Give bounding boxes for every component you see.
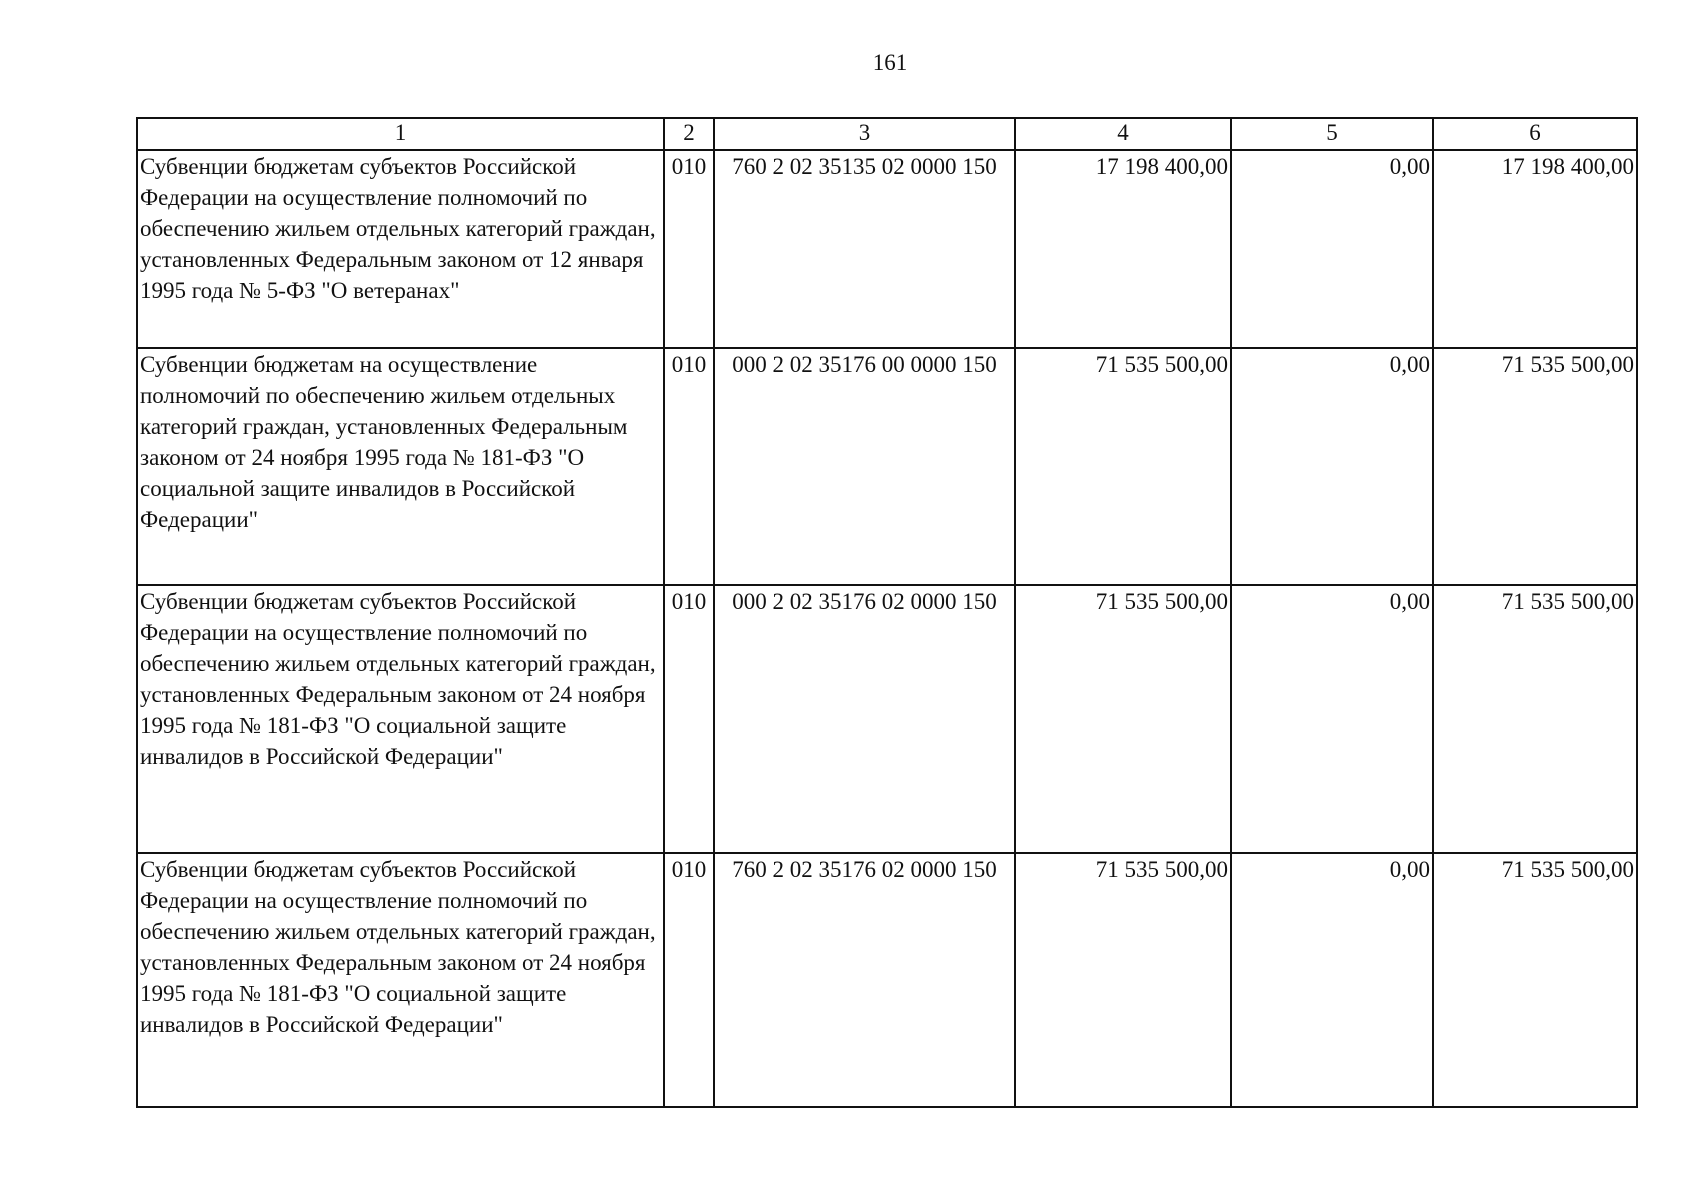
row-name-cell: Субвенции бюджетам на осуществление полномочий по обеспечению жильем отдельных категорий граждан, установленных Федеральным законом от 24 ноября 1995 года № 181-ФЗ "О социальной защите инвалидов в Российской Федерации" (137, 348, 664, 585)
row-column-6-amount: 71 535 500,00 (1433, 853, 1637, 1107)
row-column-4-amount: 71 535 500,00 (1015, 585, 1231, 853)
budget-table (136, 117, 1638, 1108)
page-number: 161 (872, 50, 908, 75)
column-header-2: 2 (664, 118, 714, 150)
column-header-3: 3 (714, 118, 1015, 150)
row-classification-code-cell: 760 2 02 35135 02 0000 150 (714, 150, 1015, 348)
row-column-5-amount: 0,00 (1231, 348, 1433, 585)
row-classification-code-cell: 000 2 02 35176 00 0000 150 (714, 348, 1015, 585)
row-column-4-amount: 71 535 500,00 (1015, 348, 1231, 585)
row-code-cell: 010 (664, 585, 714, 853)
table-header (137, 118, 1637, 150)
row-column-4-amount: 71 535 500,00 (1015, 853, 1231, 1107)
row-column-6-amount: 71 535 500,00 (1433, 348, 1637, 585)
column-header-4: 4 (1015, 118, 1231, 150)
row-column-6-amount: 17 198 400,00 (1433, 150, 1637, 348)
column-header-1: 1 (137, 118, 664, 150)
row-column-5-amount: 0,00 (1231, 853, 1433, 1107)
row-code-cell: 010 (664, 150, 714, 348)
row-classification-code-cell: 000 2 02 35176 02 0000 150 (714, 585, 1015, 853)
header-row (137, 118, 1637, 150)
row-column-5-amount: 0,00 (1231, 585, 1433, 853)
table-body (137, 150, 1637, 1107)
column-header-6: 6 (1433, 118, 1637, 150)
table-row (137, 853, 1637, 1107)
table-row (137, 348, 1637, 585)
row-column-4-amount: 17 198 400,00 (1015, 150, 1231, 348)
row-name-cell: Субвенции бюджетам субъектов Российской Федерации на осуществление полномочий по обеспечению жильем отдельных категорий граждан, установленных Федеральным законом от 24 ноября 1995 года № 181-ФЗ "О социальной защите инвалидов в Российской Федерации" (137, 585, 664, 853)
column-header-5: 5 (1231, 118, 1433, 150)
row-code-cell: 010 (664, 348, 714, 585)
row-column-5-amount: 0,00 (1231, 150, 1433, 348)
table-row (137, 585, 1637, 853)
row-classification-code-cell: 760 2 02 35176 02 0000 150 (714, 853, 1015, 1107)
row-column-6-amount: 71 535 500,00 (1433, 585, 1637, 853)
row-name-cell: Субвенции бюджетам субъектов Российской Федерации на осуществление полномочий по обеспечению жильем отдельных категорий граждан, установленных Федеральным законом от 12 января 1995 года № 5-ФЗ "О ветеранах" (137, 150, 664, 348)
row-code-cell: 010 (664, 853, 714, 1107)
row-name-cell: Субвенции бюджетам субъектов Российской Федерации на осуществление полномочий по обеспечению жильем отдельных категорий граждан, установленных Федеральным законом от 24 ноября 1995 года № 181-ФЗ "О социальной защите инвалидов в Российской Федерации" (137, 853, 664, 1107)
table-row (137, 150, 1637, 348)
